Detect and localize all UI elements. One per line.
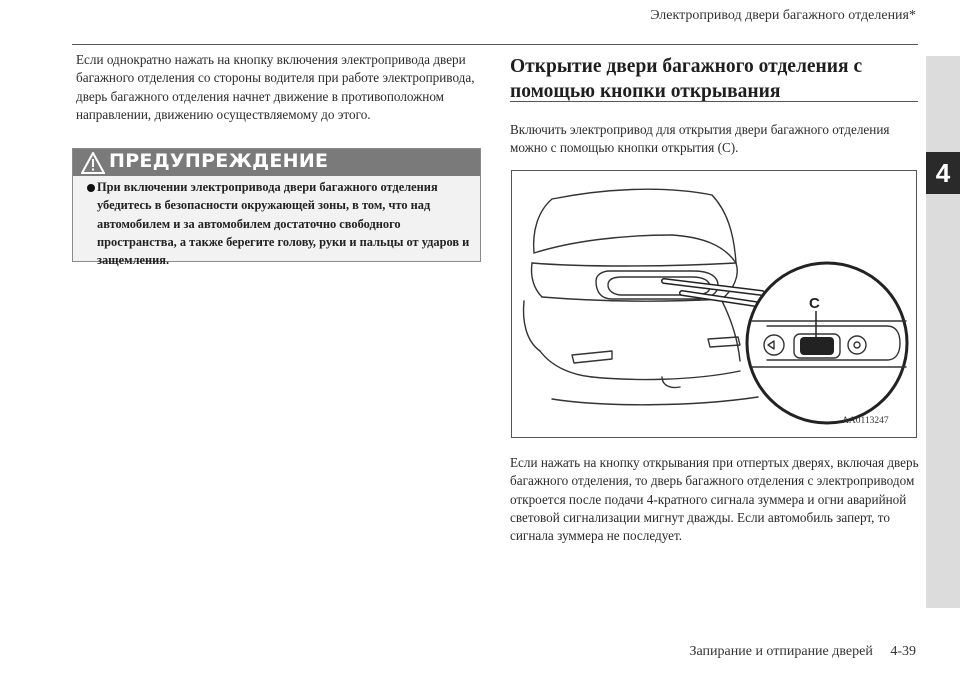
chapter-number-tab: 4 (926, 152, 960, 194)
section-body: Если нажать на кнопку открывания при отпертых дверях, включая дверь багажного отделения, то дверь багажного отделения с электроприводом откроется после подачи 4-кратного сигнала зуммера и огни аварийной световой сигнализации мигнут дважды. Если автомобиль заперт, то сигнала зуммера не последует. (510, 455, 919, 544)
chapter-side-tab (926, 56, 960, 608)
tailgate-illustration (512, 171, 916, 437)
section-rule (510, 101, 918, 102)
warning-text: При включении электропривода двери багажного отделения убедитесь в безопасности окружающей зоны, в том, что над автомобилем и за автомобилем достаточно свободного пространства, а также берегите голову, руки и пальцы от ударов и защемления. (97, 180, 470, 268)
section-intro: Включить электропривод для открытия двери багажного отделения можно с помощью кнопки открытия (C). (510, 122, 890, 156)
warning-title: ПРЕДУПРЕЖДЕНИЕ (109, 150, 329, 172)
section-heading: Открытие двери багажного отделения с помощью кнопки открывания (510, 56, 863, 102)
warning-box (72, 148, 481, 268)
figure-id-label: AA0113247 (842, 416, 889, 426)
page-footer: Запирание и отпирание дверей 4-39 (689, 644, 916, 659)
warning-triangle-icon (81, 152, 105, 174)
left-paragraph: Если однократно нажать на кнопку включения электропривода двери багажного отделения со стороны водителя при работе электропривода, дверь багажного отделения начнет движение в противоположном направлении, движению осуществляемому до этого. (76, 52, 475, 122)
warning-header (73, 149, 480, 176)
page-header-title: Электропривод двери багажного отделения* (650, 8, 916, 23)
tailgate-button-figure (511, 170, 917, 438)
header-rule (72, 44, 918, 45)
bullet-icon (87, 184, 95, 192)
callout-c-label: C (809, 295, 820, 312)
